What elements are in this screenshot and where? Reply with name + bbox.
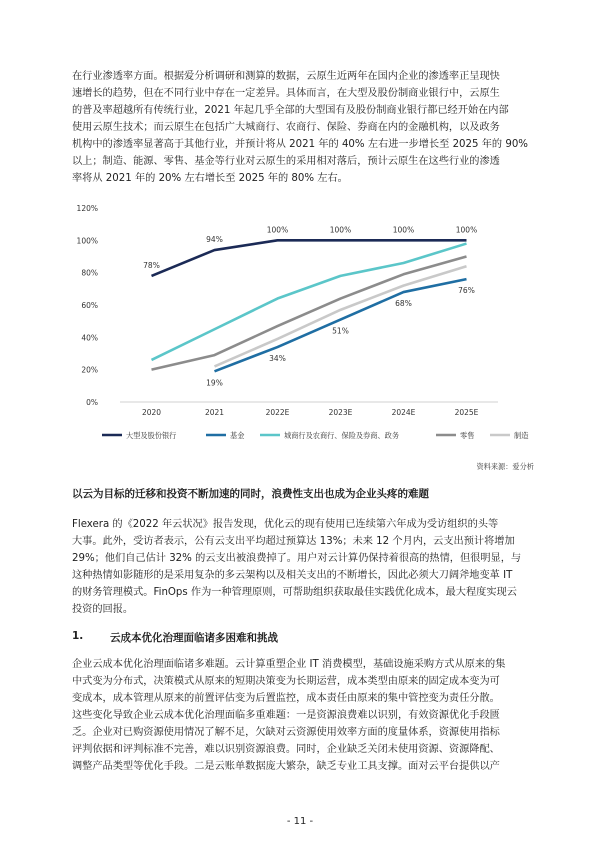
- text-line: 在行业渗透率方面。根据爱分析调研和测算的数据，云原生近两年在国内企业的渗透率正呈现快: [72, 71, 500, 82]
- y-tick-label: 40%: [81, 333, 98, 343]
- section-subheading: 以云为目标的迁移和投资不断加速的同时，浪费性支出也成为企业头疼的难题: [72, 488, 429, 500]
- page-number: - 11 -: [286, 816, 314, 827]
- paragraph-penetration: [72, 68, 532, 187]
- y-tick-label: 80%: [81, 268, 98, 278]
- text-line: 企业云成本优化治理面临诸多难题。云计算重塑企业 IT 消费模型，基础设施采购方式从原来的集: [72, 659, 506, 670]
- data-label: 19%: [206, 378, 223, 388]
- text-line: 变成本，成本管理从原来的前置评估变为后置监控，成本责任由原来的集中管控变为责任分散。: [72, 693, 500, 704]
- text-line: 使用云原生技术；而云原生在包括广大城商行、农商行、保险、券商在内的金融机构，以及政务: [72, 122, 500, 133]
- y-tick-label: 100%: [76, 236, 98, 246]
- legend-label: 基金: [230, 431, 245, 440]
- x-tick-label: 2022E: [265, 408, 290, 417]
- text-line: 这些变化导致企业云成本优化治理面临多重难题：一是资源浪费难以识别，有效资源优化手段匮: [72, 710, 500, 721]
- data-label: 34%: [269, 354, 286, 364]
- text-line: 评判依据和评判标准不完善，难以识别资源浪费。同时，企业缺乏关闭未使用资源、资源降配、: [72, 744, 500, 755]
- legend-label: 零售: [460, 431, 475, 440]
- text-line: 中式变为分布式，决策模式从原来的短期决策变为长期运营，成本类型由原来的固定成本变为可: [72, 676, 500, 687]
- y-tick-label: 20%: [81, 365, 98, 375]
- x-tick-label: 2020: [141, 408, 162, 417]
- legend-label: 大型及股份银行: [126, 431, 177, 440]
- text-line: 机构中的渗透率显著高于其他行业，并预计将从 2021 年的 40% 左右进一步增长至 2025 年的 90%: [72, 139, 528, 150]
- paragraph-challenges: [72, 656, 532, 775]
- data-label: 100%: [392, 225, 415, 235]
- data-label: 94%: [206, 235, 223, 245]
- y-tick-label: 0%: [86, 398, 98, 407]
- text-line: 以上；制造、能源、零售、基金等行业对云原生的采用相对落后，预计云原生在这些行业的渗透: [72, 156, 500, 167]
- text-line: 乏。企业对已购资源使用情况了解不足，欠缺对云资源使用效率方面的度量体系，资源使用指标: [72, 727, 500, 738]
- x-tick-label: 2021: [204, 408, 225, 417]
- data-label: 100%: [455, 225, 478, 235]
- series-line: [215, 266, 467, 366]
- y-tick-label: 120%: [76, 204, 98, 213]
- text-line: 29%；他们自己估计 32% 的云支出被浪费掉了。用户对云计算仍保持着很高的热情，但很明显，与: [72, 553, 522, 564]
- text-line: 率将从 2021 年的 20% 左右增长至 2025 年的 80% 左右。: [72, 173, 348, 184]
- text-line: 速增长的趋势，但在不同行业中存在一定差异。具体而言，在大型及股份制商业银行中，云原生: [72, 88, 500, 99]
- data-label: 68%: [395, 299, 412, 309]
- x-tick-label: 2023E: [328, 408, 353, 417]
- data-label: 76%: [458, 286, 475, 296]
- legend-label: 制造: [514, 431, 529, 440]
- chart-source-label: 资料来源：爱分析: [476, 462, 534, 471]
- y-tick-label: 60%: [81, 301, 98, 310]
- text-line: 投资的回报。: [72, 604, 134, 615]
- penetration-line-chart: [60, 195, 530, 457]
- text-line: Flexera 的《2022 年云状况》报告发现，优化云的现有使用已连续第六年成为受访组织的头等: [72, 519, 499, 530]
- data-label: 51%: [332, 326, 349, 336]
- text-line: 大事。此外，受访者表示，公有云支出平均超过预算达 13%；未来 12 个月内，云支出预计将增加: [72, 536, 515, 547]
- series-line: [215, 279, 467, 371]
- paragraph-flexera: [72, 516, 532, 618]
- section-number: 1.: [72, 630, 84, 642]
- data-label: 100%: [266, 225, 289, 235]
- series-line: [152, 257, 467, 370]
- section-title: 云成本优化治理面临诸多困难和挑战: [110, 632, 278, 644]
- text-line: 这种热情如影随形的是采用复杂的多云架构以及相关支出的不断增长，因此必须大刀阔斧地变革 IT: [72, 570, 513, 581]
- data-label: 78%: [143, 260, 160, 270]
- x-tick-label: 2024E: [391, 408, 416, 417]
- x-tick-label: 2025E: [454, 408, 479, 417]
- data-label: 100%: [329, 225, 352, 235]
- series-line: [152, 244, 467, 360]
- text-line: 的普及率超越所有传统行业，2021 年起几乎全部的大型国有及股份制商业银行都已经开始在内部: [72, 105, 509, 116]
- text-line: 的财务管理模式。FinOps 作为一种管理原则，可帮助组织获取最佳实践优化成本，最大程度实现云: [72, 587, 517, 598]
- legend-label: 城商行及农商行、保险及券商、政务: [284, 431, 400, 440]
- text-line: 调整产品类型等优化手段。二是云账单数据庞大繁杂，缺乏专业工具支撑。面对云平台提供以产: [72, 761, 500, 772]
